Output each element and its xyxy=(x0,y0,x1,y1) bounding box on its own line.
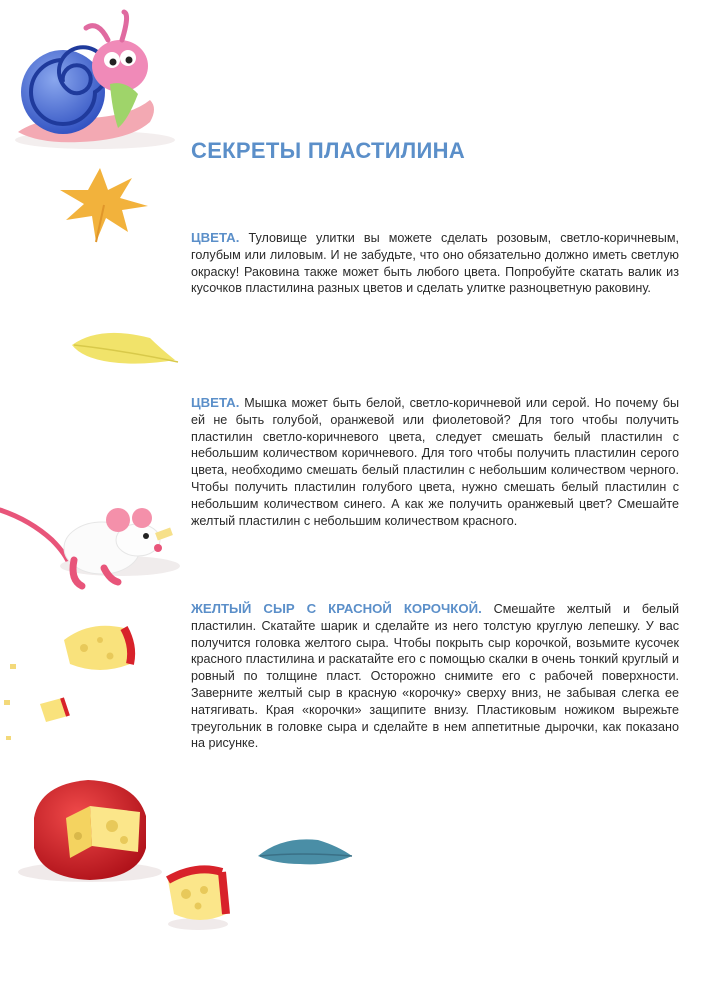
blue-leaf-illustration xyxy=(258,839,352,864)
page-title: СЕКРЕТЫ ПЛАСТИЛИНА xyxy=(191,138,466,163)
section-heading: ЦВЕТА. xyxy=(191,230,240,245)
section-cheese xyxy=(191,601,679,752)
section-heading: ЖЕЛТЫЙ СЫР С КРАСНОЙ КОРОЧКОЙ. xyxy=(191,601,482,616)
snail-illustration xyxy=(15,12,175,149)
yellow-leaf-illustration xyxy=(72,333,178,364)
cheese-crumbs-illustration xyxy=(4,664,68,740)
small-cheese-slice-illustration xyxy=(168,868,228,931)
cheese-wheel-illustration xyxy=(18,780,162,882)
maple-leaf-illustration xyxy=(60,168,148,242)
section-text: Смешайте желтый и белый пластилин. Скатайте шарик и сделайте из него толстую круглую лепешку. У вас получится головка желтого сыра. Чтобы покрыть сыр корочкой, возьмите кусочек красного пластилина и раскатайте его с помощью скалки в очень тонкий круглый и ровный по толщине пласт. Осторожно снимите его с рабочей поверхности. Заверните желтый сыр в красную «корочку» сверху вниз, не забывая слегка ее натягивать. Края «корочки» защипите внизу. Пластиковым ножиком вырежьте треугольник в головке сыра и сделайте в нем аппетитные дырочки, как показано на рисунке. xyxy=(191,602,680,751)
section-heading: ЦВЕТА. xyxy=(191,395,240,410)
section-snail-colors xyxy=(191,230,679,297)
section-text: Туловище улитки вы можете сделать розовым, светло-коричневым, голубым или лиловым. И не забудьте, что оно обязательно должно иметь светлую окраску! Раковина также может быть любого цвета. Попробуйте скатать валик из кусочков пластилина разных цветов и сделать улитке разноцветную раковину. xyxy=(191,231,680,296)
cheese-slice-illustration xyxy=(64,626,131,670)
section-mouse-colors xyxy=(191,395,679,529)
mouse-illustration xyxy=(0,508,180,586)
section-text: Мышка может быть белой, светло-коричневой или серой. Но почему бы ей не быть голубой, оранжевой или фиолетовой? Для того чтобы получить пластилин светло-коричневого цвета, следует смешать белый пластилин с небольшим количеством коричневого. Для того чтобы получить пластилин серого цвета, необходимо смешать белый пластилин с небольшим количеством черного. Чтобы получить пластилин голубого цвета, нужно смешать белый пластилин с небольшим количеством синего. А как же получить оранжевый цвет? Смешайте желтый пластилин с небольшим количеством красного. xyxy=(191,396,679,528)
